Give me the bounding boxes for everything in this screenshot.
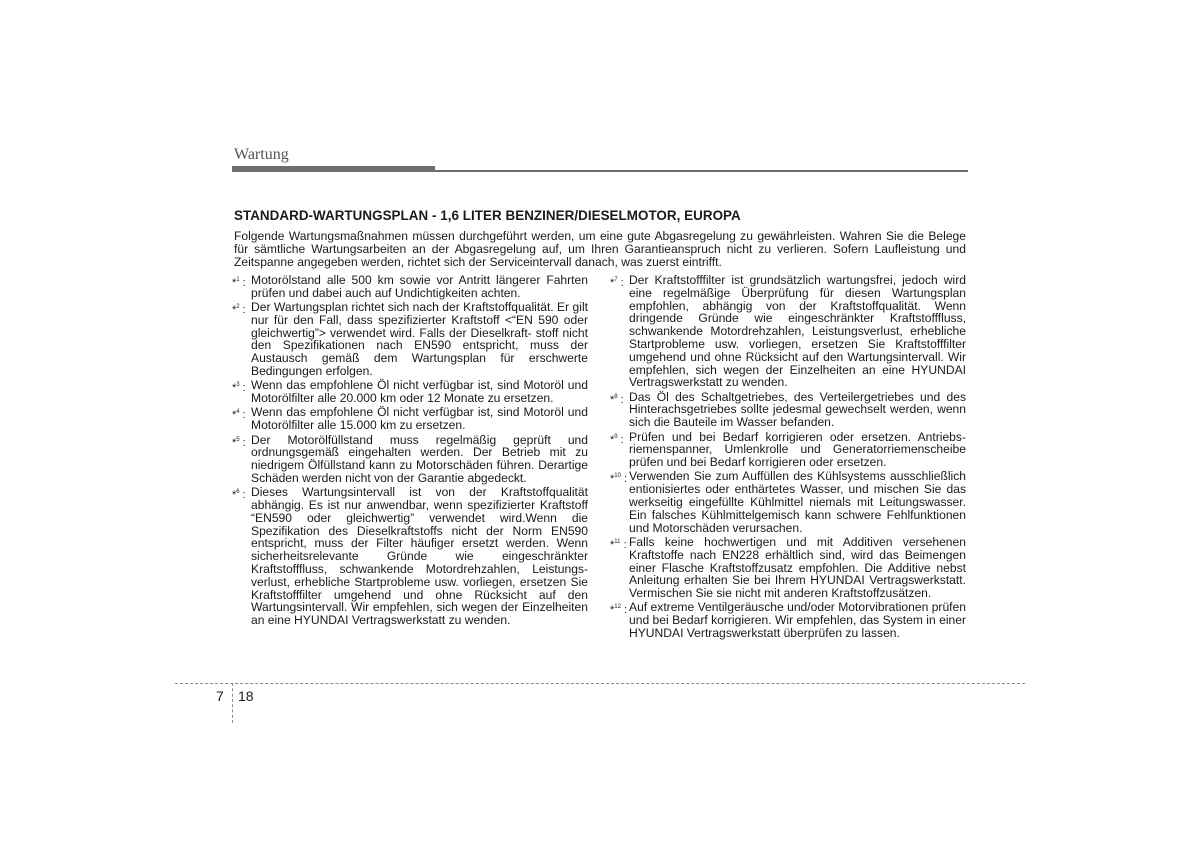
- footnote-text: Dieses Wartungsintervall ist von der Kraftstoffqualität abhängig. Es ist nur anwendbar, wenn spezifizierter Kraftstoff “EN590 oder gleichwertig” verwendet wird.Wenn die Spezifikation des Dieselkraftstoffs nicht der Norm EN590 entspricht, muss der Filter häufiger ersetzt werden. Wenn sicherheitsrelevante Gründe wie eingeschränkter Kraftstofffluss, schwankende Motordrehzahlen, Leistungs- verlust, erhebliche Startprobleme usw. vorliegen, ersetzen Sie Kraftstofffilter umgehend und ohne Rücksicht auf den Wartungsintervall. Wir empfehlen, sich wegen der Einzelheiten an eine HYUNDAI Vertragswerkstatt zu wenden.: [251, 485, 588, 628]
- footnote-text: Wenn das empfohlene Öl nicht verfügbar ist, sind Motoröl und Motorölfilter alle 15.000 km zu ersetzen.: [251, 405, 588, 433]
- footnote-marker: *$^{12}$ :: [610, 604, 628, 617]
- footnote-marker: *$^{11}$ :: [610, 538, 627, 551]
- page-number: 18: [238, 688, 254, 704]
- footnote-item: [232, 486, 588, 627]
- header-accent-bar: [232, 166, 435, 172]
- footnote-text: Prüfen und bei Bedarf korrigieren oder ersetzen. Antriebs- riemenspanner, Umlenkrolle und Generatorriemenscheibe prüfen und bei Bedarf korrigieren oder ersetzen.: [629, 429, 966, 470]
- footnote-item: [610, 431, 966, 469]
- footnote-item: [232, 406, 588, 432]
- footnote-marker: *$^5$ :: [232, 436, 246, 449]
- footnote-marker: *$^6$ :: [232, 489, 246, 502]
- footnote-marker: *$^3$ :: [232, 382, 246, 395]
- footnote-marker: *$^2$ :: [232, 304, 246, 317]
- header-rule: [435, 170, 968, 172]
- footnote-marker: *$^4$ :: [232, 409, 246, 422]
- footnote-marker: *$^8$ :: [610, 393, 624, 406]
- footnote-item: [232, 379, 588, 405]
- footnote-text: Der Kraftstofffilter ist grundsätzlich wartungsfrei, jedoch wird eine regelmäßige Überprüfung für diesen Wartungsplan empfohlen, abhängig von der Kraftstoffqualität. Wenn dringende Gründe wie eingeschränkter Kraftstofffluss, schwankende Motordrehzahlen, Leistungsverlust, erhebliche Startprobleme usw. vorliegen, ersetzen Sie Kraftstofffilter umgehend und ohne Rücksicht auf den Wartungsintervall. Wir empfehlen, sich wegen der Einzelheiten an eine HYUNDAI Vertragswerkstatt zu wenden.: [629, 273, 966, 390]
- chapter-number: 7: [216, 688, 224, 704]
- footnote-text: Falls keine hochwertigen und mit Additiven versehenen Kraftstoffe nach EN228 erhältlich sind, wird das Beimengen einer Flasche Kraftstoffzusatz empfohlen. Die Additive nebst Anleitung erhalten Sie bei Ihrem HYUNDAI Vertragswerkstatt. Vermischen Sie sie nicht mit anderen Kraftstoffzusätzen.: [629, 534, 966, 601]
- footnote-text: Wenn das empfohlene Öl nicht verfügbar ist, sind Motoröl und Motorölfilter alle 20.000 km oder 12 Monate zu ersetzen.: [251, 378, 588, 406]
- footnote-text: Auf extreme Ventilgeräusche und/oder Motorvibrationen prüfen und bei Bedarf korrigieren. Wir empfehlen, das System in einer HYUNDAI Vertragswerkstatt überprüfen zu lassen.: [629, 600, 966, 641]
- footnote-number: 12: [614, 604, 621, 611]
- footnote-marker: *$^1$ :: [232, 277, 246, 289]
- footnote-number: 7: [614, 277, 618, 283]
- footnote-item: [610, 601, 966, 639]
- intro-paragraph: Folgende Wartungsmaßnahmen müssen durchgeführt werden, um eine gute Abgasregelung zu gewährleisten. Wahren Sie die Belege für sämtliche Wartungsarbeiten an der Abgasregelung auf, um Ihren Garantieanspruch nicht zu verlieren. Sofern Laufleistung und Zeitspanne angegeben werden, richtet sich der Serviceintervall danach, was zuerst eintrifft.: [234, 229, 966, 270]
- footnote-number: 11: [614, 538, 621, 545]
- footnote-number: 9: [614, 433, 618, 440]
- footnote-number: 1: [236, 277, 240, 283]
- footnote-item: [610, 470, 966, 534]
- footnote-text: Der Motorölfüllstand muss regelmäßig geprüft und ordnungsgemäß eingehalten werden. Der Betrieb mit zu niedrigem Ölfüllstand kann zu Motorschäden führen. Derartige Schäden werden nicht von der Garantie abgedeckt.: [251, 432, 588, 485]
- footnote-item: [610, 536, 966, 600]
- footnote-text: Der Wartungsplan richtet sich nach der Kraftstoffqualität. Er gilt nur für den Fall, dass spezifizierter Kraftstoff <“EN 590 oder gleichwertig”> verwendet wird. Falls der Dieselkraft- stoff nicht den Spezifikationen nach EN590 entspricht, muss der Austausch gemäß dem Wartungsplan für erschwerte Bedingungen erfolgen.: [251, 300, 588, 379]
- notes-column-left: [232, 274, 588, 629]
- footnote-marker: *$^7$ :: [610, 277, 624, 289]
- footnote-number: 10: [614, 473, 621, 480]
- footnote-marker: *$^{10}$ :: [610, 473, 628, 486]
- footnote-number: 5: [236, 436, 240, 443]
- footnote-number: 4: [236, 409, 240, 416]
- footnote-text: Verwenden Sie zum Auffüllen des Kühlsystems ausschließlich entionisiertes oder enthärtetes Wasser, und mischen Sie das werkseitig eingefüllte Kühlmittel niemals mit Leitungswasser. Ein falsches Kühlmittelgemisch kann schwere Fehlfunktionen und Motorschäden verursachen.: [629, 469, 966, 535]
- footnote-item: [610, 391, 966, 429]
- footnote-number: 6: [236, 489, 240, 496]
- footnote-item: [232, 434, 588, 485]
- footnote-text: Motorölstand alle 500 km sowie vor Antritt längerer Fahrten prüfen und dabei auch auf Undichtigkeiten achten.: [251, 273, 588, 300]
- footnote-marker: *$^9$ :: [610, 433, 624, 446]
- section-header-title: Wartung: [234, 146, 289, 163]
- footnote-number: 8: [614, 393, 618, 400]
- footnote-item: [232, 274, 588, 300]
- page-title: STANDARD-WARTUNGSPLAN - 1,6 LITER BENZINER/DIESELMOTOR, EUROPA: [234, 208, 741, 223]
- footnote-number: 3: [236, 382, 240, 389]
- footer-divider: [175, 683, 1025, 684]
- footnote-item: [610, 274, 966, 389]
- notes-column-right: [610, 274, 966, 641]
- footer-vertical-divider: [232, 683, 233, 723]
- footnote-number: 2: [236, 304, 240, 311]
- footnote-item: [232, 301, 588, 378]
- footnote-text: Das Öl des Schaltgetriebes, des Verteilergetriebes und des Hinterachsgetriebes sollte jedesmal gewechselt werden, wenn sich die Bauteile im Wasser befanden.: [629, 389, 966, 430]
